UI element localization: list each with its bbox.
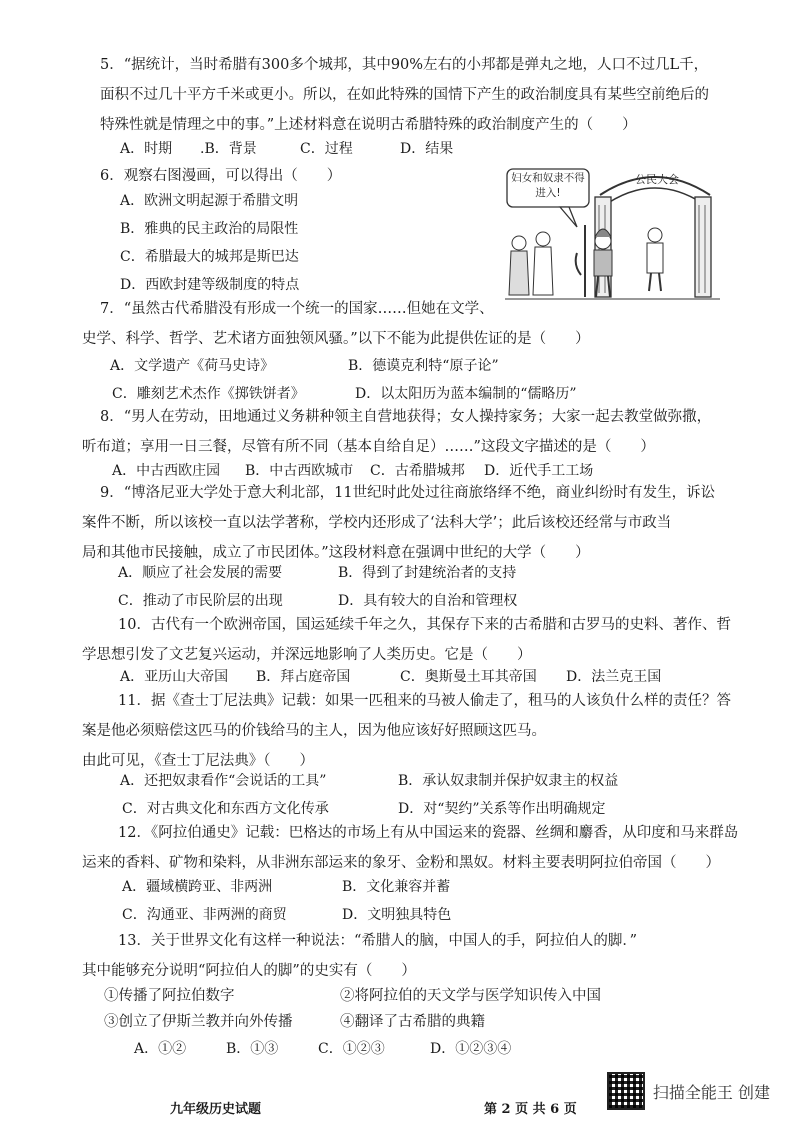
question-8: [82, 402, 740, 462]
q10-line1: 10．古代有一个欧洲帝国，国运延续千年之久，其保存下来的古希腊和古罗马的史料、著作、哲: [118, 617, 731, 633]
q10-option-a: A．亚历山大帝国: [120, 669, 229, 685]
footer-subject: 九年级历史试题: [170, 1102, 262, 1117]
q13-item-2: ②将阿拉伯的天文学与医学知识传入中国: [340, 988, 601, 1004]
q7-line2: 史学、科学、哲学、艺术诸方面独领风骚。”以下不能为此提供佐证的是（ ）: [82, 331, 590, 347]
q5-option-a: A．时期: [120, 141, 173, 157]
q13-line2: 其中能够充分说明“阿拉伯人的脚”的史实有（ ）: [82, 963, 416, 979]
q10-line2: 学思想引发了文艺复兴运动，并深远地影响了人类历史。它是（ ）: [82, 647, 532, 663]
q7-option-a: A．文学遗产《荷马史诗》: [110, 358, 275, 374]
q8-line2: 听布道；享用一日三餐，尽管有所不同（基本自给自足）……”这段文字描述的是（ ）: [82, 439, 655, 455]
q11-option-c: C．对古典文化和东西方文化传承: [122, 801, 329, 817]
q9-option-a: A．顺应了社会发展的需要: [118, 565, 283, 581]
q11-option-d: D．对“契约”关系等作出明确规定: [398, 801, 606, 817]
footer-page-number: 第 2 页 共 6 页: [484, 1102, 577, 1117]
scanner-watermark: [607, 1072, 770, 1110]
q10-option-b: B．拜占庭帝国: [256, 669, 351, 685]
q5-option-d: D．结果: [400, 141, 454, 157]
q9-option-b: B．得到了封建统治者的支持: [338, 565, 517, 581]
q8-option-a: A．中古西欧庄园: [112, 463, 221, 479]
q12-option-b: B．文化兼容并蓄: [342, 879, 451, 895]
q8-line1: 8．“男人在劳动，田地通过义务耕种领主自营地获得；女人操持家务；大家一起去教堂做弥撒，: [100, 409, 712, 425]
q11-line2: 案是他必须赔偿这匹马的价钱给马的主人，因为他应该好好照顾这匹马。: [82, 723, 546, 739]
q13-item-3: ③创立了伊斯兰教并向外传播: [104, 1014, 293, 1030]
question-13: [82, 926, 740, 986]
q8-option-b: B．中古西欧城市: [245, 463, 354, 479]
q13-line1: 13．关于世界文化有这样一种说法：“希腊人的脑，中国人的手，阿拉伯人的脚．”: [118, 933, 638, 949]
q5-line1: 5．“据统计，当时希腊有300多个城邦，其中90%左右的小邦都是弹丸之地，人口不过几L千，: [100, 57, 709, 73]
q6-stem: 6．观察右图漫画，可以得出（ ）: [100, 168, 342, 184]
cartoon-gate-label: 公民大会: [635, 173, 679, 186]
q6-option-b: B．雅典的民主政治的局限性: [120, 221, 299, 237]
q12-line2: 运来的香料、矿物和染料，从非洲东部运来的象牙、金粉和黑奴。材料主要表明阿拉伯帝国（ ）: [82, 855, 720, 871]
q13-option-a: A．①②: [134, 1041, 187, 1057]
question-9: [82, 478, 740, 568]
cartoon-sign-text: 妇女和奴隶不得进入!: [511, 172, 585, 199]
q10-option-c: C．奥斯曼土耳其帝国: [400, 669, 537, 685]
q5-line3: 特殊性就是情理之中的事。”上述材料意在说明古希腊特殊的政治制度产生的（ ）: [100, 117, 637, 133]
q10-option-d: D．法兰克王国: [566, 669, 662, 685]
q12-option-c: C．沟通亚、非两洲的商贸: [122, 907, 287, 923]
q13-item-4: ④翻译了古希腊的典籍: [340, 1014, 485, 1030]
q11-option-a: A．还把奴隶看作“会说话的工具”: [120, 773, 327, 789]
q12-line1: 12．《阿拉伯通史》记载：巴格达的市场上有从中国运来的瓷器、丝绸和麝香，从印度和马来群岛: [118, 825, 739, 841]
qr-code-icon: [607, 1072, 645, 1110]
question-12: [82, 818, 740, 878]
q9-line1: 9．“博洛尼亚大学处于意大利北部，11世纪时此处过往商旅络绎不绝，商业纠纷时有发生，诉讼: [100, 485, 716, 501]
q11-option-b: B．承认奴隶制并保护奴隶主的权益: [398, 773, 619, 789]
q13-item-1: ①传播了阿拉伯数字: [104, 988, 235, 1004]
q6-option-d: D．西欧封建等级制度的特点: [120, 277, 300, 293]
q8-option-d: D．近代手工工场: [484, 463, 594, 479]
watermark-text: 扫描全能王 创建: [652, 1082, 770, 1102]
q9-line3: 局和其他市民接触，成立了市民团体。”这段材料意在强调中世纪的大学（ ）: [82, 545, 590, 561]
q7-option-d: D．以太阳历为蓝本编制的“儒略历”: [355, 386, 577, 402]
q7-option-c: C．雕刻艺术杰作《掷铁饼者》: [112, 386, 305, 402]
q9-line2: 案件不断，所以该校一直以法学著称，学校内还形成了‘法科大学’；此后该校还经常与市政当: [82, 515, 672, 531]
question-11: [82, 686, 740, 776]
q5-option-c: C．过程: [300, 141, 353, 157]
q7-option-b: B．德谟克利特“原子论”: [348, 358, 499, 374]
q13-option-b: B．①③: [226, 1041, 279, 1057]
q11-line3: 由此可见，《查士丁尼法典》（ ）: [82, 753, 314, 769]
question-10: [82, 610, 740, 670]
cartoon-illustration: [505, 165, 720, 305]
q7-line1: 7．“虽然古代希腊没有形成一个统一的国家……但她在文学、: [100, 301, 494, 317]
q13-option-d: D．①②③④: [430, 1041, 512, 1057]
q12-option-d: D．文明独具特色: [342, 907, 452, 923]
q9-option-c: C．推动了市民阶层的出现: [118, 593, 283, 609]
q12-option-a: A．疆域横跨亚、非两洲: [122, 879, 273, 895]
question-5: [100, 50, 740, 140]
q13-option-c: C．①②③: [318, 1041, 385, 1057]
q6-option-c: C．希腊最大的城邦是斯巴达: [120, 249, 299, 265]
question-7: [82, 294, 740, 354]
q5-line2: 面积不过几十平方千米或更小。所以，在如此特殊的国情下产生的政治制度具有某些空前绝后的: [100, 87, 709, 103]
q11-line1: 11．据《查士丁尼法典》记载：如果一匹租来的马被人偷走了，租马的人该负什么样的责任？答: [118, 693, 731, 709]
q9-option-d: D．具有较大的自治和管理权: [338, 593, 518, 609]
q5-option-b: .B．背景: [200, 141, 257, 157]
q8-option-c: C．古希腊城邦: [370, 463, 465, 479]
q6-option-a: A．欧洲文明起源于希腊文明: [120, 193, 299, 209]
